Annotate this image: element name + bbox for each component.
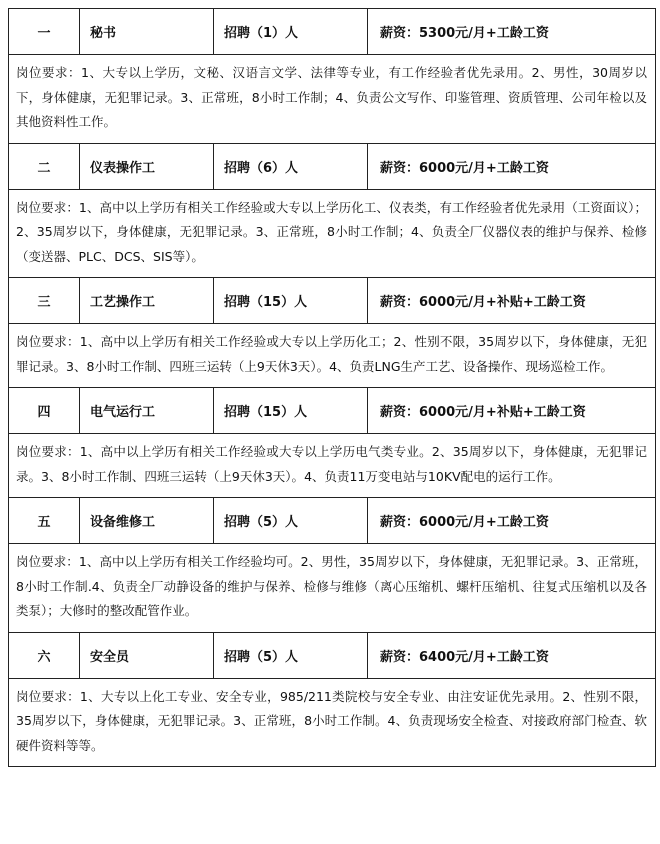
job-requirements: 岗位要求：1、大专以上学历，文秘、汉语言文学、法律等专业，有工作经验者优先录用。2、男性，30周岁以下，身体健康，无犯罪记录。3、正常班，8小时工作制；4、负责公文写作、印鉴管理、资质管理、公司年检以及其他资料性工作。 xyxy=(9,55,656,144)
job-title: 电气运行工 xyxy=(80,388,214,434)
job-hiring-count: 招聘（1）人 xyxy=(214,9,368,55)
job-hiring-count: 招聘（5）人 xyxy=(214,632,368,678)
job-requirements: 岗位要求：1、高中以上学历有相关工作经验均可。2、男性，35周岁以下，身体健康，无犯罪记录。3、正常班，8小时工作制.4、负责全厂动静设备的维护与保养、检修与维修（离心压缩机、螺杆压缩机、往复式压缩机以及各类泵）；大修时的整改配管作业。 xyxy=(9,544,656,633)
job-hiring-count: 招聘（5）人 xyxy=(214,498,368,544)
job-hiring-count: 招聘（15）人 xyxy=(214,388,368,434)
job-title: 设备维修工 xyxy=(80,498,214,544)
job-hiring-count: 招聘（6）人 xyxy=(214,143,368,189)
job-header-row xyxy=(9,143,656,189)
job-title: 安全员 xyxy=(80,632,214,678)
job-salary: 薪资：6000元/月+工龄工资 xyxy=(368,498,656,544)
job-requirements: 岗位要求：1、高中以上学历有相关工作经验或大专以上学历电气类专业。2、35周岁以下，身体健康，无犯罪记录。3、8小时工作制、四班三运转（上9天休3天）。4、负责11万变电站与10KV配电的运行工作。 xyxy=(9,434,656,498)
job-number: 四 xyxy=(9,388,80,434)
job-requirements-row xyxy=(9,324,656,388)
job-salary: 薪资：6000元/月+工龄工资 xyxy=(368,143,656,189)
job-requirements-row xyxy=(9,544,656,633)
job-header-row xyxy=(9,632,656,678)
job-salary: 薪资：6400元/月+工龄工资 xyxy=(368,632,656,678)
job-number: 三 xyxy=(9,278,80,324)
job-number: 二 xyxy=(9,143,80,189)
job-requirements-row xyxy=(9,189,656,278)
job-header-row xyxy=(9,9,656,55)
job-number: 一 xyxy=(9,9,80,55)
job-table xyxy=(8,8,656,767)
job-salary: 薪资：6000元/月+补贴+工龄工资 xyxy=(368,388,656,434)
job-requirements: 岗位要求：1、高中以上学历有相关工作经验或大专以上学历化工；2、性别不限，35周岁以下，身体健康，无犯罪记录。3、8小时工作制、四班三运转（上9天休3天）。4、负责LNG生产工艺、设备操作、现场巡检工作。 xyxy=(9,324,656,388)
job-requirements-row xyxy=(9,434,656,498)
job-title: 秘书 xyxy=(80,9,214,55)
job-title: 工艺操作工 xyxy=(80,278,214,324)
job-requirements-row xyxy=(9,678,656,767)
job-number: 六 xyxy=(9,632,80,678)
job-header-row xyxy=(9,278,656,324)
job-title: 仪表操作工 xyxy=(80,143,214,189)
job-number: 五 xyxy=(9,498,80,544)
job-header-row xyxy=(9,388,656,434)
job-requirements-row xyxy=(9,55,656,144)
job-salary: 薪资：5300元/月+工龄工资 xyxy=(368,9,656,55)
job-hiring-count: 招聘（15）人 xyxy=(214,278,368,324)
job-header-row xyxy=(9,498,656,544)
job-requirements: 岗位要求：1、大专以上化工专业、安全专业，985/211类院校与安全专业、由注安证优先录用。2、性别不限，35周岁以下，身体健康，无犯罪记录。3、正常班，8小时工作制。4、负责现场安全检查、对接政府部门检查、软硬件资料等等。 xyxy=(9,678,656,767)
job-salary: 薪资：6000元/月+补贴+工龄工资 xyxy=(368,278,656,324)
job-requirements: 岗位要求：1、高中以上学历有相关工作经验或大专以上学历化工、仪表类，有工作经验者优先录用（工资面议）；2、35周岁以下，身体健康，无犯罪记录。3、正常班，8小时工作制；4、负责全厂仪器仪表的维护与保养、检修（变送器、PLC、DCS、SIS等）。 xyxy=(9,189,656,278)
